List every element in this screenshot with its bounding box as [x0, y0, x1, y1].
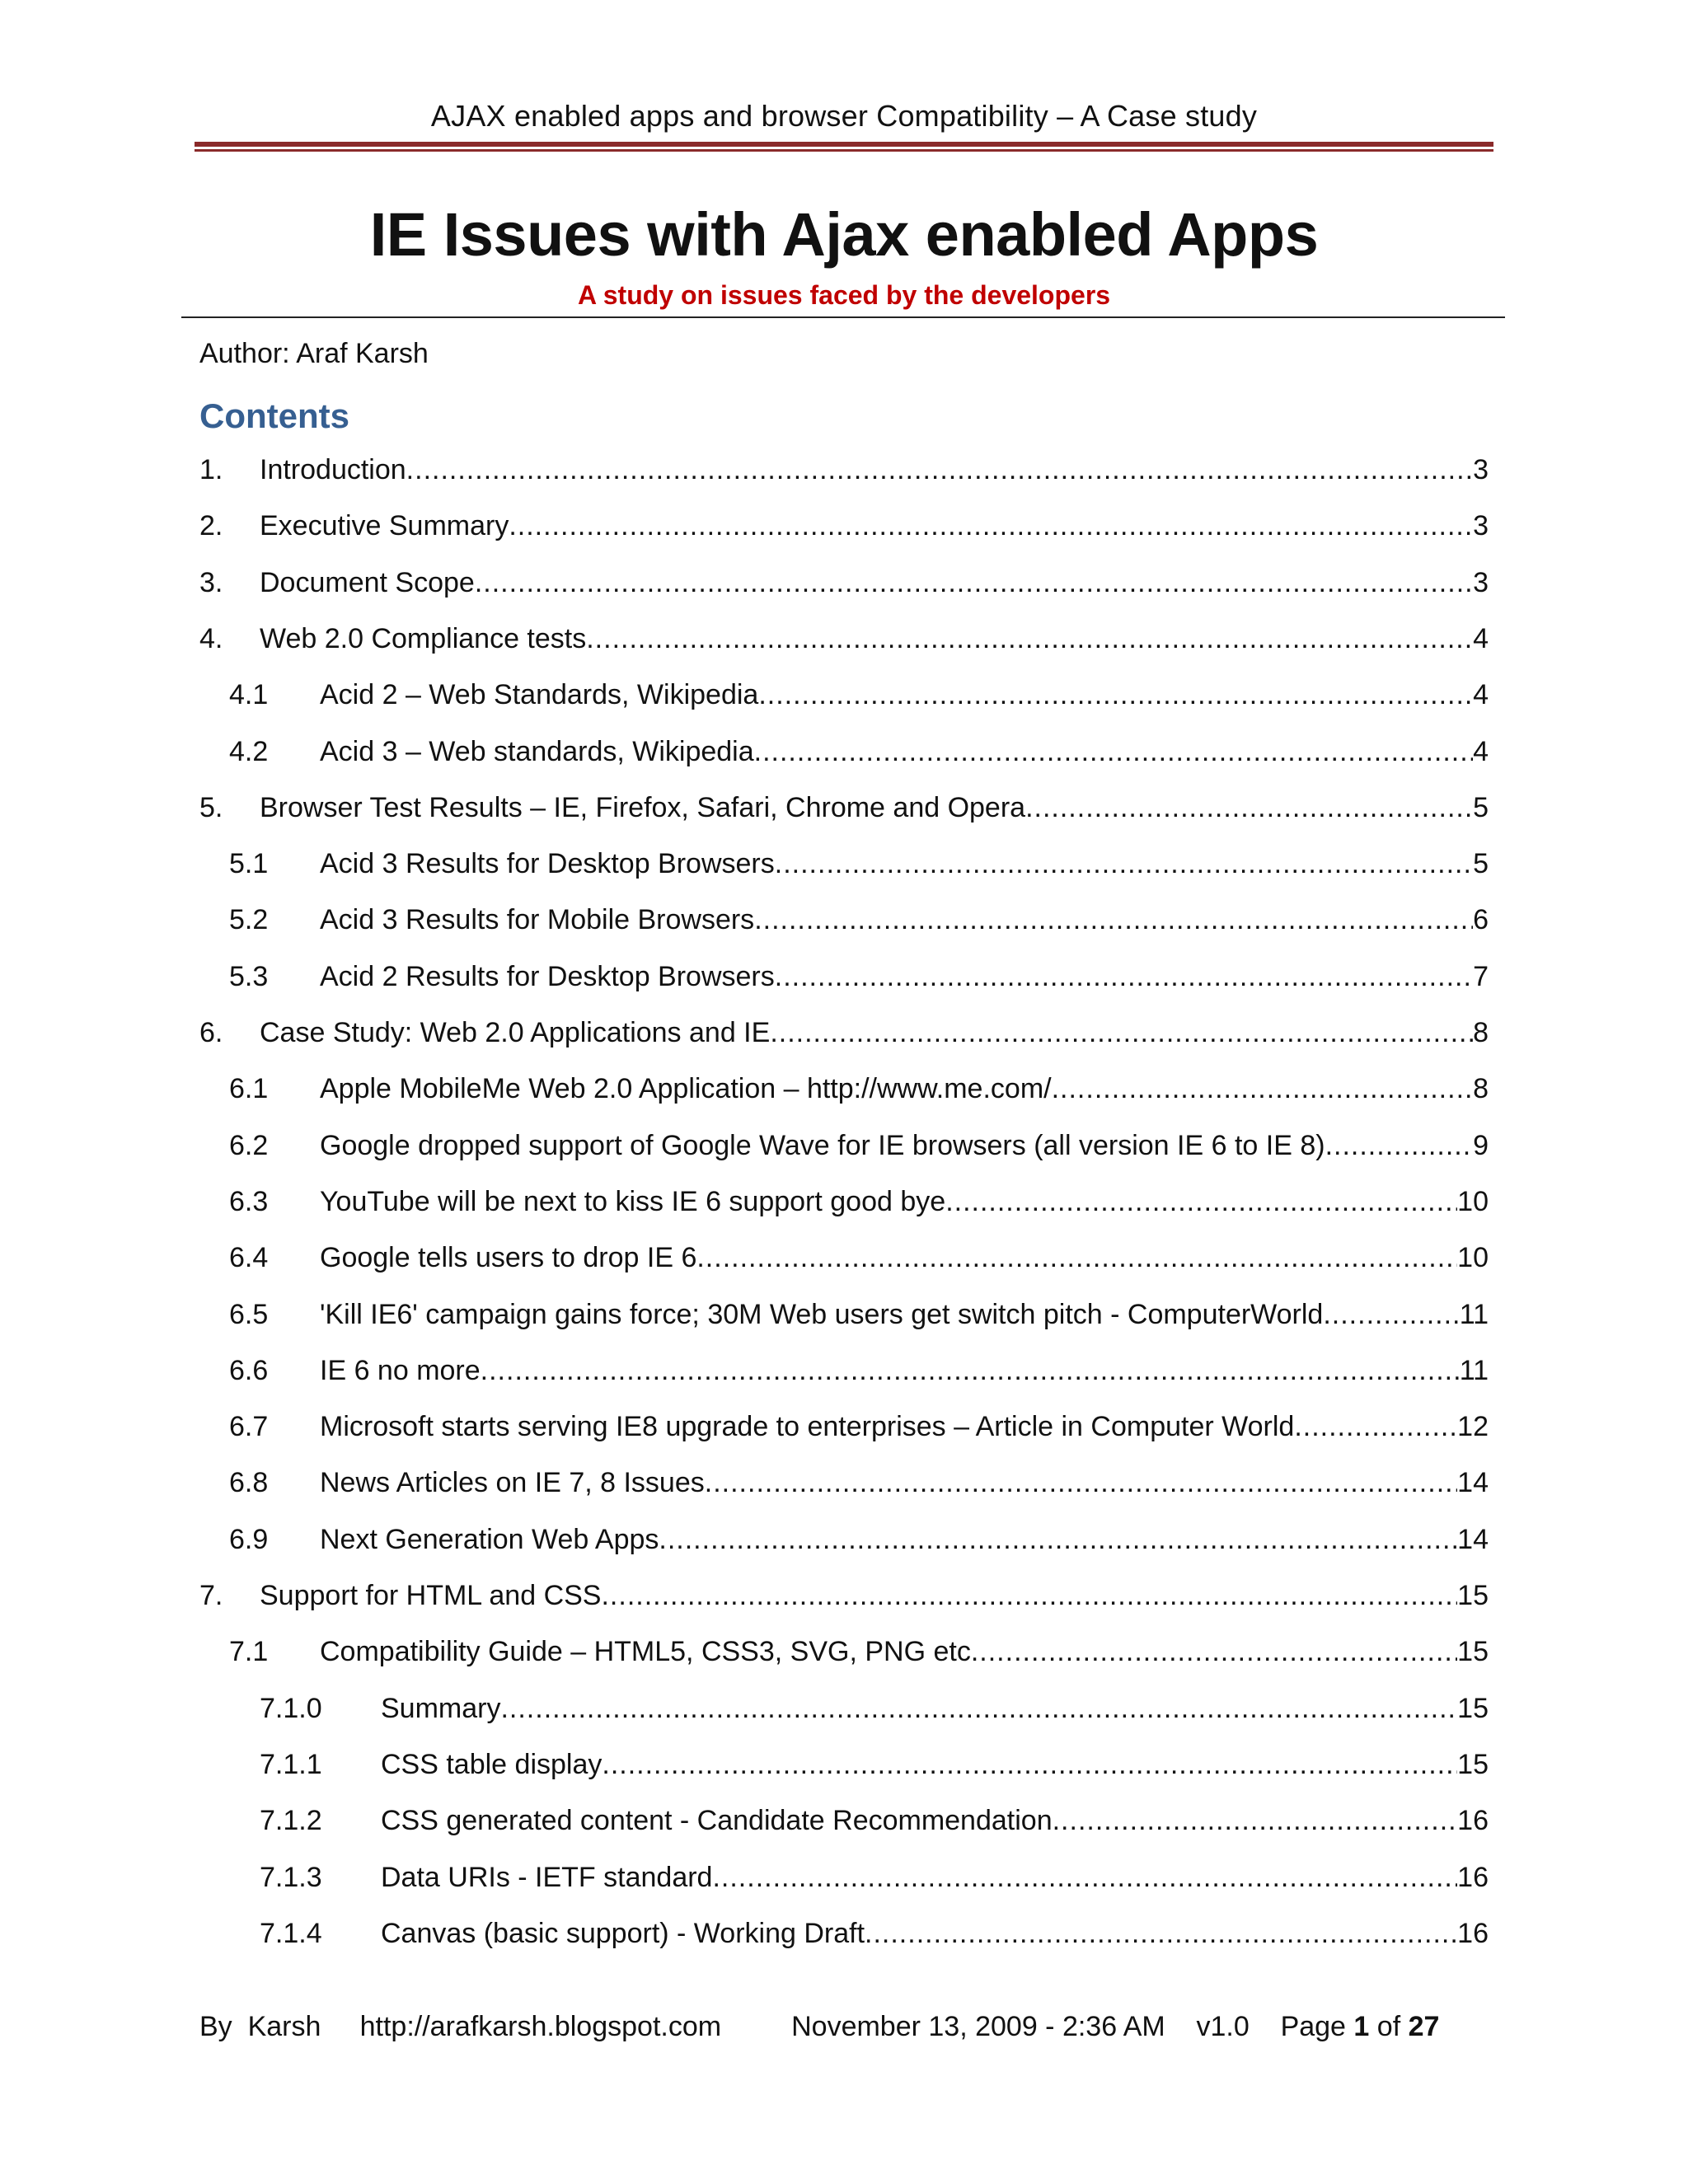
page-footer	[199, 2011, 1439, 2043]
footer-version: v1.0	[1196, 2011, 1250, 2042]
toc-entry-number: 7.1.3	[260, 1862, 322, 1893]
toc-entry[interactable]	[199, 452, 1489, 488]
footer-of-word: of	[1376, 2011, 1401, 2042]
toc-entry-page: 4	[1473, 623, 1489, 654]
toc-entry-number: 7.1.2	[260, 1805, 322, 1836]
toc-entry-label[interactable]: Compatibility Guide – HTML5, CSS3, SVG, PNG etc	[320, 1636, 971, 1667]
toc-entry-page: 14	[1457, 1467, 1489, 1498]
toc-entry[interactable]	[260, 1802, 1489, 1839]
toc-entry-label[interactable]: Canvas (basic support) - Working Draft	[381, 1918, 865, 1949]
footer-page-current: 1	[1353, 2011, 1370, 2042]
toc-entry-label[interactable]: Google tells users to drop IE 6	[320, 1242, 697, 1273]
toc-entry-page: 9	[1473, 1130, 1489, 1161]
toc-entry-label[interactable]: YouTube will be next to kiss IE 6 support good bye	[320, 1186, 946, 1217]
toc-entry[interactable]	[229, 958, 1489, 995]
toc-entry[interactable]	[229, 1071, 1489, 1107]
toc-entry-page: 12	[1457, 1411, 1489, 1442]
toc-entry-label[interactable]: Case Study: Web 2.0 Applications and IE	[260, 1017, 771, 1048]
toc-leader-dots	[481, 1352, 1460, 1389]
toc-entry-page: 15	[1457, 1693, 1489, 1724]
toc-entry-page: 15	[1457, 1580, 1489, 1611]
toc-leader-dots	[712, 1859, 1457, 1896]
toc-leader-dots	[406, 452, 1473, 488]
toc-entry-page: 8	[1473, 1073, 1489, 1104]
toc-entry-page: 16	[1457, 1805, 1489, 1836]
toc-entry-page: 7	[1473, 961, 1489, 992]
toc-leader-dots	[1052, 1071, 1473, 1107]
toc-entry[interactable]	[199, 1015, 1489, 1051]
toc-entry-page: 16	[1457, 1862, 1489, 1893]
toc-leader-dots	[758, 677, 1473, 713]
toc-entry[interactable]	[229, 733, 1489, 770]
toc-entry-label[interactable]: Acid 3 Results for Mobile Browsers	[320, 904, 755, 935]
toc-entry-label[interactable]: Browser Test Results – IE, Firefox, Safari, Chrome and Opera	[260, 792, 1026, 823]
toc-leader-dots	[1053, 1802, 1458, 1839]
toc-leader-dots	[865, 1915, 1457, 1952]
toc-entry[interactable]	[229, 1240, 1489, 1276]
header-rule	[195, 142, 1493, 147]
toc-entry-number: 4.2	[229, 736, 269, 767]
toc-leader-dots	[754, 902, 1473, 938]
toc-entry-number: 6.8	[229, 1467, 269, 1498]
toc-entry-number: 5.	[199, 792, 223, 823]
toc-entry[interactable]	[260, 1746, 1489, 1783]
document-subtitle: A study on issues faced by the developers	[577, 280, 1111, 310]
toc-entry-number: 5.3	[229, 961, 269, 992]
toc-entry-page: 10	[1457, 1242, 1489, 1273]
toc-entry-label[interactable]: CSS table display	[381, 1749, 603, 1780]
toc-entry-label[interactable]: Introduction	[260, 454, 406, 485]
toc-entry-number: 1.	[199, 454, 223, 485]
toc-entry-page: 3	[1473, 454, 1489, 485]
toc-entry-number: 2.	[199, 510, 223, 541]
toc-entry-label[interactable]: Acid 2 Results for Desktop Browsers	[320, 961, 775, 992]
footer-page-total: 27	[1408, 2011, 1440, 2042]
toc-entry[interactable]	[229, 1352, 1489, 1389]
toc-leader-dots	[1294, 1408, 1457, 1445]
toc-entry-number: 6.2	[229, 1130, 269, 1161]
toc-leader-dots	[659, 1521, 1457, 1558]
toc-leader-dots	[509, 508, 1473, 544]
author-line: Author: Araf Karsh	[199, 338, 429, 369]
toc-entry-number: 6.1	[229, 1073, 269, 1104]
toc-entry-number: 6.5	[229, 1299, 269, 1330]
toc-entry-page: 11	[1459, 1299, 1489, 1330]
footer-date: November 13, 2009 - 2:36 AM	[791, 2011, 1165, 2042]
toc-entry-label[interactable]: Data URIs - IETF standard	[381, 1862, 713, 1893]
toc-entry-number: 4.1	[229, 679, 269, 710]
toc-entry-label[interactable]: Microsoft starts serving IE8 upgrade to enterprises – Article in Computer World	[320, 1411, 1295, 1442]
toc-entry-page: 16	[1457, 1918, 1489, 1949]
toc-entry-label[interactable]: Support for HTML and CSS	[260, 1580, 602, 1611]
toc-entry-number: 6.4	[229, 1242, 269, 1273]
toc-entry[interactable]	[229, 677, 1489, 713]
toc-entry-label[interactable]: Next Generation Web Apps	[320, 1524, 659, 1555]
toc-entry[interactable]	[199, 621, 1489, 657]
toc-entry[interactable]	[199, 790, 1489, 826]
toc-entry[interactable]	[260, 1690, 1489, 1727]
toc-entry-number: 7.1	[229, 1636, 269, 1667]
toc-entry-number: 3.	[199, 567, 223, 598]
toc-entry-page: 15	[1457, 1636, 1489, 1667]
toc-entry[interactable]	[229, 1408, 1489, 1445]
toc-entry-number: 7.1.0	[260, 1693, 322, 1724]
toc-entry[interactable]	[199, 565, 1489, 601]
toc-leader-dots	[775, 846, 1473, 882]
footer-author: By Karsh	[199, 2011, 321, 2042]
toc-entry-label[interactable]: Web 2.0 Compliance tests	[260, 623, 587, 654]
footer-url[interactable]: http://arafkarsh.blogspot.com	[359, 2011, 722, 2042]
toc-entry-label[interactable]: Executive Summary	[260, 510, 509, 541]
toc-leader-dots	[1025, 790, 1473, 826]
toc-leader-dots	[770, 1015, 1473, 1051]
toc-entry-page: 15	[1457, 1749, 1489, 1780]
toc-leader-dots	[500, 1690, 1457, 1727]
toc-entry-label[interactable]: 'Kill IE6' campaign gains force; 30M Web users get switch pitch - ComputerWorld	[320, 1299, 1324, 1330]
toc-entry-label[interactable]: Google dropped support of Google Wave for IE browsers (all version IE 6 to IE 8)	[320, 1130, 1325, 1161]
toc-leader-dots	[601, 1577, 1457, 1614]
toc-entry-page: 10	[1457, 1186, 1489, 1217]
toc-entry[interactable]	[229, 1183, 1489, 1220]
toc-entry-page: 5	[1473, 792, 1489, 823]
toc-entry-number: 5.2	[229, 904, 269, 935]
toc-entry[interactable]	[199, 1577, 1489, 1614]
toc-entry-page: 14	[1457, 1524, 1489, 1555]
toc-entry-number: 7.1.1	[260, 1749, 322, 1780]
toc-entry-label[interactable]: Acid 3 Results for Desktop Browsers	[320, 848, 775, 879]
toc-entry[interactable]	[229, 1465, 1489, 1501]
toc-entry-number: 6.6	[229, 1355, 269, 1386]
toc-entry[interactable]	[229, 846, 1489, 882]
toc-entry-number: 4.	[199, 623, 223, 654]
footer-page-word: Page	[1280, 2011, 1346, 2042]
toc-leader-dots	[586, 621, 1473, 657]
toc-entry[interactable]	[260, 1915, 1489, 1952]
toc-entry-page: 6	[1473, 904, 1489, 935]
toc-leader-dots	[475, 565, 1473, 601]
toc-entry-page: 5	[1473, 848, 1489, 879]
toc-entry[interactable]	[229, 1296, 1489, 1333]
header-rule-secondary	[195, 149, 1493, 152]
toc-entry[interactable]	[229, 1127, 1489, 1164]
toc-entry-label[interactable]: News Articles on IE 7, 8 Issues	[320, 1467, 705, 1498]
toc-leader-dots	[1323, 1296, 1459, 1333]
running-header: AJAX enabled apps and browser Compatibility – A Case study	[430, 99, 1258, 133]
toc-entry-label[interactable]: Apple MobileMe Web 2.0 Application – http://www.me.com/	[320, 1073, 1052, 1104]
toc-leader-dots	[696, 1240, 1457, 1276]
toc-entry[interactable]	[199, 508, 1489, 544]
toc-entry-number: 7.1.4	[260, 1918, 322, 1949]
toc-leader-dots	[602, 1746, 1457, 1783]
toc-leader-dots	[1325, 1127, 1474, 1164]
toc-entry-page: 8	[1473, 1017, 1489, 1048]
toc-leader-dots	[945, 1183, 1457, 1220]
toc-entry[interactable]	[229, 1521, 1489, 1558]
toc-entry-page: 3	[1473, 567, 1489, 598]
toc-leader-dots	[705, 1465, 1457, 1501]
toc-entry[interactable]	[260, 1859, 1489, 1896]
toc-entry-number: 6.7	[229, 1411, 269, 1442]
toc-entry-label[interactable]: IE 6 no more	[320, 1355, 481, 1386]
toc-entry-number: 6.	[199, 1017, 223, 1048]
toc-leader-dots	[754, 733, 1473, 770]
toc-entry-label[interactable]: Acid 3 – Web standards, Wikipedia	[320, 736, 754, 767]
title-divider	[181, 316, 1505, 318]
toc-leader-dots	[971, 1633, 1457, 1670]
toc-entry-number: 6.3	[229, 1186, 269, 1217]
toc-entry-number: 6.9	[229, 1524, 269, 1555]
toc-entry[interactable]	[229, 1633, 1489, 1670]
toc-entry-page: 4	[1473, 736, 1489, 767]
toc-entry-label[interactable]: CSS generated content - Candidate Recommendation	[381, 1805, 1053, 1836]
toc-entry-label[interactable]: Document Scope	[260, 567, 475, 598]
contents-heading: Contents	[199, 396, 349, 435]
toc-entry-page: 4	[1473, 679, 1489, 710]
toc-entry-number: 5.1	[229, 848, 269, 879]
toc-entry-label[interactable]: Acid 2 – Web Standards, Wikipedia	[320, 679, 759, 710]
toc-entry-number: 7.	[199, 1580, 223, 1611]
toc-entry-page: 11	[1459, 1355, 1489, 1386]
document-title: IE Issues with Ajax enabled Apps	[369, 200, 1319, 269]
toc-leader-dots	[775, 958, 1473, 995]
toc-entry[interactable]	[229, 902, 1489, 938]
toc-entry-page: 3	[1473, 510, 1489, 541]
toc-entry-label[interactable]: Summary	[381, 1693, 501, 1724]
